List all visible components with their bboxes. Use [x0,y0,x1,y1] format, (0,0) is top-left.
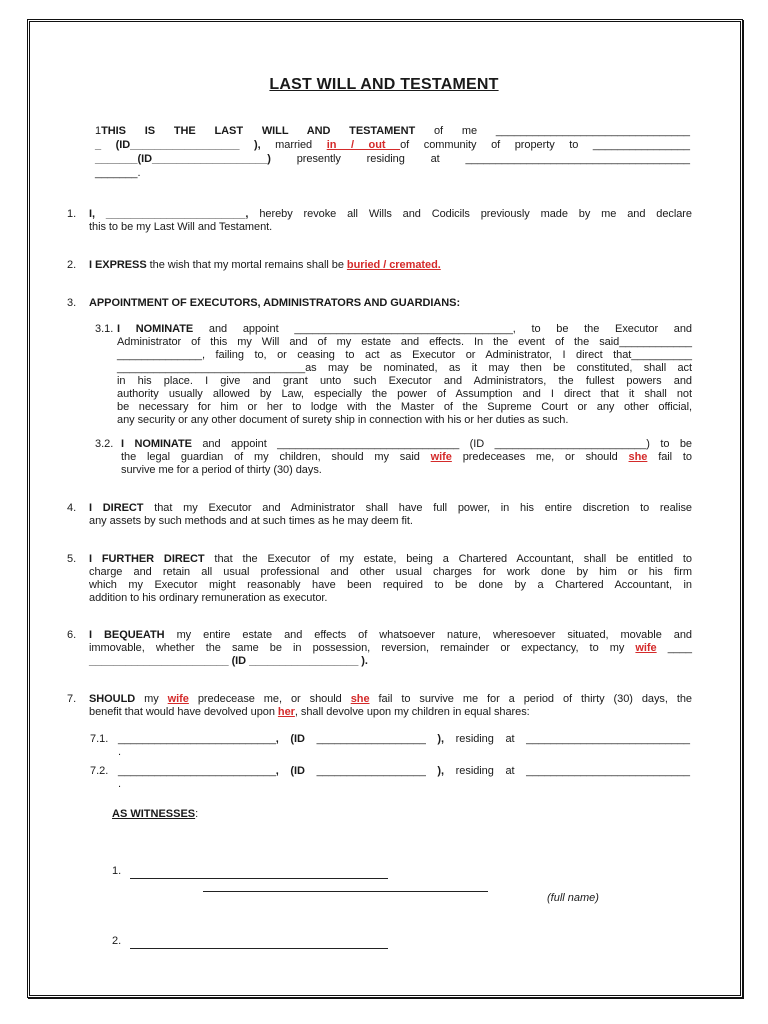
text-segment: _______________________________as may be nominated, as it may then be constituted, shall act [117,362,692,374]
text-segment: hereby revoke all Wills and Codicils previously made by me and declare [248,208,692,220]
text-line [121,464,692,477]
text-line [89,592,692,605]
text-segment: ______________, failing to, or ceasing to act as Executor or Administrator, I direct that__________ [117,349,692,361]
text-line [89,579,692,592]
text-line [95,152,690,166]
document-title: LAST WILL AND TESTAMENT [269,76,499,93]
text-line [89,642,692,655]
text-segment: married [260,139,327,151]
bold-text: I DIRECT [89,502,144,514]
clause-number: 7. [67,693,77,705]
text-segment: __________________ [316,733,426,745]
clause-number: 7.1. [90,733,109,745]
text-segment: _______. [95,167,141,179]
text-line [89,502,692,515]
highlighted-choice: she [350,693,370,705]
bold-text: I NOMINATE [121,438,192,450]
text-segment: authority usually allowed by Law, especially the power of Assumption and I direct that it shall not [117,388,692,400]
text-segment: that my Executor and Administrator shall have full power, in his entire discretion to realise [143,502,692,514]
clause-number: 2. [67,259,77,271]
text-segment: and appoint ____________________________________, to be the Executor and [193,323,692,335]
bold-text: _______(ID___________________) [95,153,271,165]
witnesses-heading-text: AS WITNESSES [112,808,196,820]
text-line [118,778,690,791]
text-segment: fail to survive me for a period of thirty (30) days, the [369,693,692,705]
text-segment: my entire estate and effects of whatsoever nature, wheresoever situated, movable and [164,629,692,641]
bold-text: , (ID [275,733,317,745]
clause-4-direct [89,502,692,528]
highlighted-choice: she [628,451,648,463]
text-segment: survive me for a period of thirty (30) days. [121,464,322,476]
highlighted-choice: her [277,706,295,718]
text-segment: immovable, whether the same be in possession, reversion, remainder or expectancy, to my [89,642,636,654]
bold-text: ), [425,765,445,777]
text-segment: . [118,746,122,758]
text-segment: and appoint ______________________________ (ID _________________________) to be [191,438,692,450]
text-segment: predecease me, or should [188,693,351,705]
text-line [118,746,690,759]
clause-7-1-child [118,733,690,759]
clause-3-2-guardian [121,438,692,477]
text-line [95,138,690,152]
clause-number: 4. [67,502,77,514]
clause-number: 7.2. [90,765,109,777]
witness-2-number: 2. [112,935,122,947]
text-line [89,655,692,668]
witnesses-colon: : [195,808,199,820]
bold-text: _______________________ (ID __________________ ). [89,655,368,667]
text-line [117,323,692,336]
clause-7-should [89,693,692,719]
text-line [118,765,690,778]
clause-number: 3. [67,297,77,309]
clause-7-2-child [118,765,690,791]
full-name-label: (full name) [547,892,599,904]
text-line [89,706,692,719]
text-line [89,259,692,272]
text-line [95,166,690,180]
text-segment: that the Executor of my estate, being a Chartered Accountant, shall be entitled to [204,553,692,565]
highlighted-choice: wife [167,693,189,705]
text-segment: __________________________ [118,733,276,745]
text-segment: Administrator of this my Will and of my estate and effects. In the event of the said____________ [117,336,692,348]
clause-number: 3.2. [95,438,114,450]
witness-1-number: 1. [112,865,122,877]
highlighted-choice: buried / cremated. [346,259,441,271]
text-segment: in his place. I give and grant unto such Executor and Administrators, the fullest powers and [117,375,692,387]
witnesses-heading [112,808,198,820]
text-line [117,375,692,388]
text-line [117,414,692,427]
text-segment: 1 [95,125,102,137]
text-segment: fail to [647,451,693,463]
clause-number: 3.1. [95,323,114,335]
text-line [89,221,692,234]
bold-text: _ (ID__________________ ), [95,139,261,151]
bold-text: APPOINTMENT OF EXECUTORS, ADMINISTRATORS AND GUARDIANS: [89,297,461,309]
text-segment: which my Executor might reasonably have been required to be done by a Chartered Accountant, in [89,579,692,591]
clause-number: 1. [67,208,77,220]
text-segment: my [135,693,168,705]
text-line [89,693,692,706]
text-segment: addition to his ordinary remuneration as executor. [89,592,328,604]
intro-paragraph [95,124,690,180]
highlighted-choice: in / out [326,139,401,151]
text-segment: any security or any other document of surety ship in connection with his or her duties as such. [117,414,569,426]
text-segment: of me ________________________________ [415,125,690,137]
clause-6-bequeath [89,629,692,668]
bold-text: I FURTHER DIRECT [89,553,205,565]
text-segment: ____ [656,642,693,654]
text-segment: this to be my Last Will and Testament. [89,221,273,233]
bold-text: I EXPRESS [89,259,147,271]
text-segment: , shall devolve upon my children in equal shares: [294,706,530,718]
text-line [117,388,692,401]
text-segment: . [118,778,122,790]
text-segment: residing at ___________________________ [444,733,690,745]
bold-text: , (ID [275,765,317,777]
text-line [89,566,692,579]
clause-number: 6. [67,629,77,641]
text-line [118,733,690,746]
bold-text: THIS IS THE LAST WILL AND TESTAMENT [101,125,416,137]
clause-5-further-direct [89,553,692,605]
witness-1-signature-line[interactable] [130,878,388,879]
text-segment: the wish that my mortal remains shall be [146,259,347,271]
text-line [89,629,692,642]
text-segment: be necessary for him or her to lodge with the Master of the Supreme Court or any other official, [117,401,692,413]
highlighted-choice: wife [430,451,452,463]
text-segment: the legal guardian of my children, should my said [121,451,431,463]
witness-2-signature-line[interactable] [130,948,388,949]
text-line [117,336,692,349]
clause-2-remains [89,259,692,272]
bold-text: I, _______________________, [89,208,249,220]
bold-text: I NOMINATE [117,323,194,335]
text-line [117,362,692,375]
bold-text: ), [425,733,445,745]
clause-1-revocation [89,208,692,234]
text-line [89,515,692,528]
text-segment: benefit that would have devolved upon [89,706,278,718]
text-segment: __________________________ [118,765,276,777]
text-segment: __________________ [316,765,426,777]
text-line [121,451,692,464]
clause-number: 5. [67,553,77,565]
text-line [89,208,692,221]
text-segment: any assets by such methods and at such times as he may deem fit. [89,515,413,527]
text-segment: of community of property to ________________ [400,139,690,151]
bold-text: I BEQUEATH [89,629,165,641]
text-segment: predeceases me, or should [451,451,629,463]
text-segment: presently residing at _____________________________________ [270,153,690,165]
text-line [95,124,690,138]
witness-1-full-name-line[interactable] [203,891,488,892]
text-segment: residing at ___________________________ [444,765,690,777]
text-line [89,297,692,310]
text-line [121,438,692,451]
text-line [117,349,692,362]
text-segment: charge and retain all usual professional and other usual charges for work done by him or his firm [89,566,692,578]
clause-3-heading [89,297,692,310]
text-line [89,553,692,566]
highlighted-choice: wife [635,642,657,654]
bold-text: SHOULD [89,693,136,705]
text-line [117,401,692,414]
clause-3-1-executor [117,323,692,427]
